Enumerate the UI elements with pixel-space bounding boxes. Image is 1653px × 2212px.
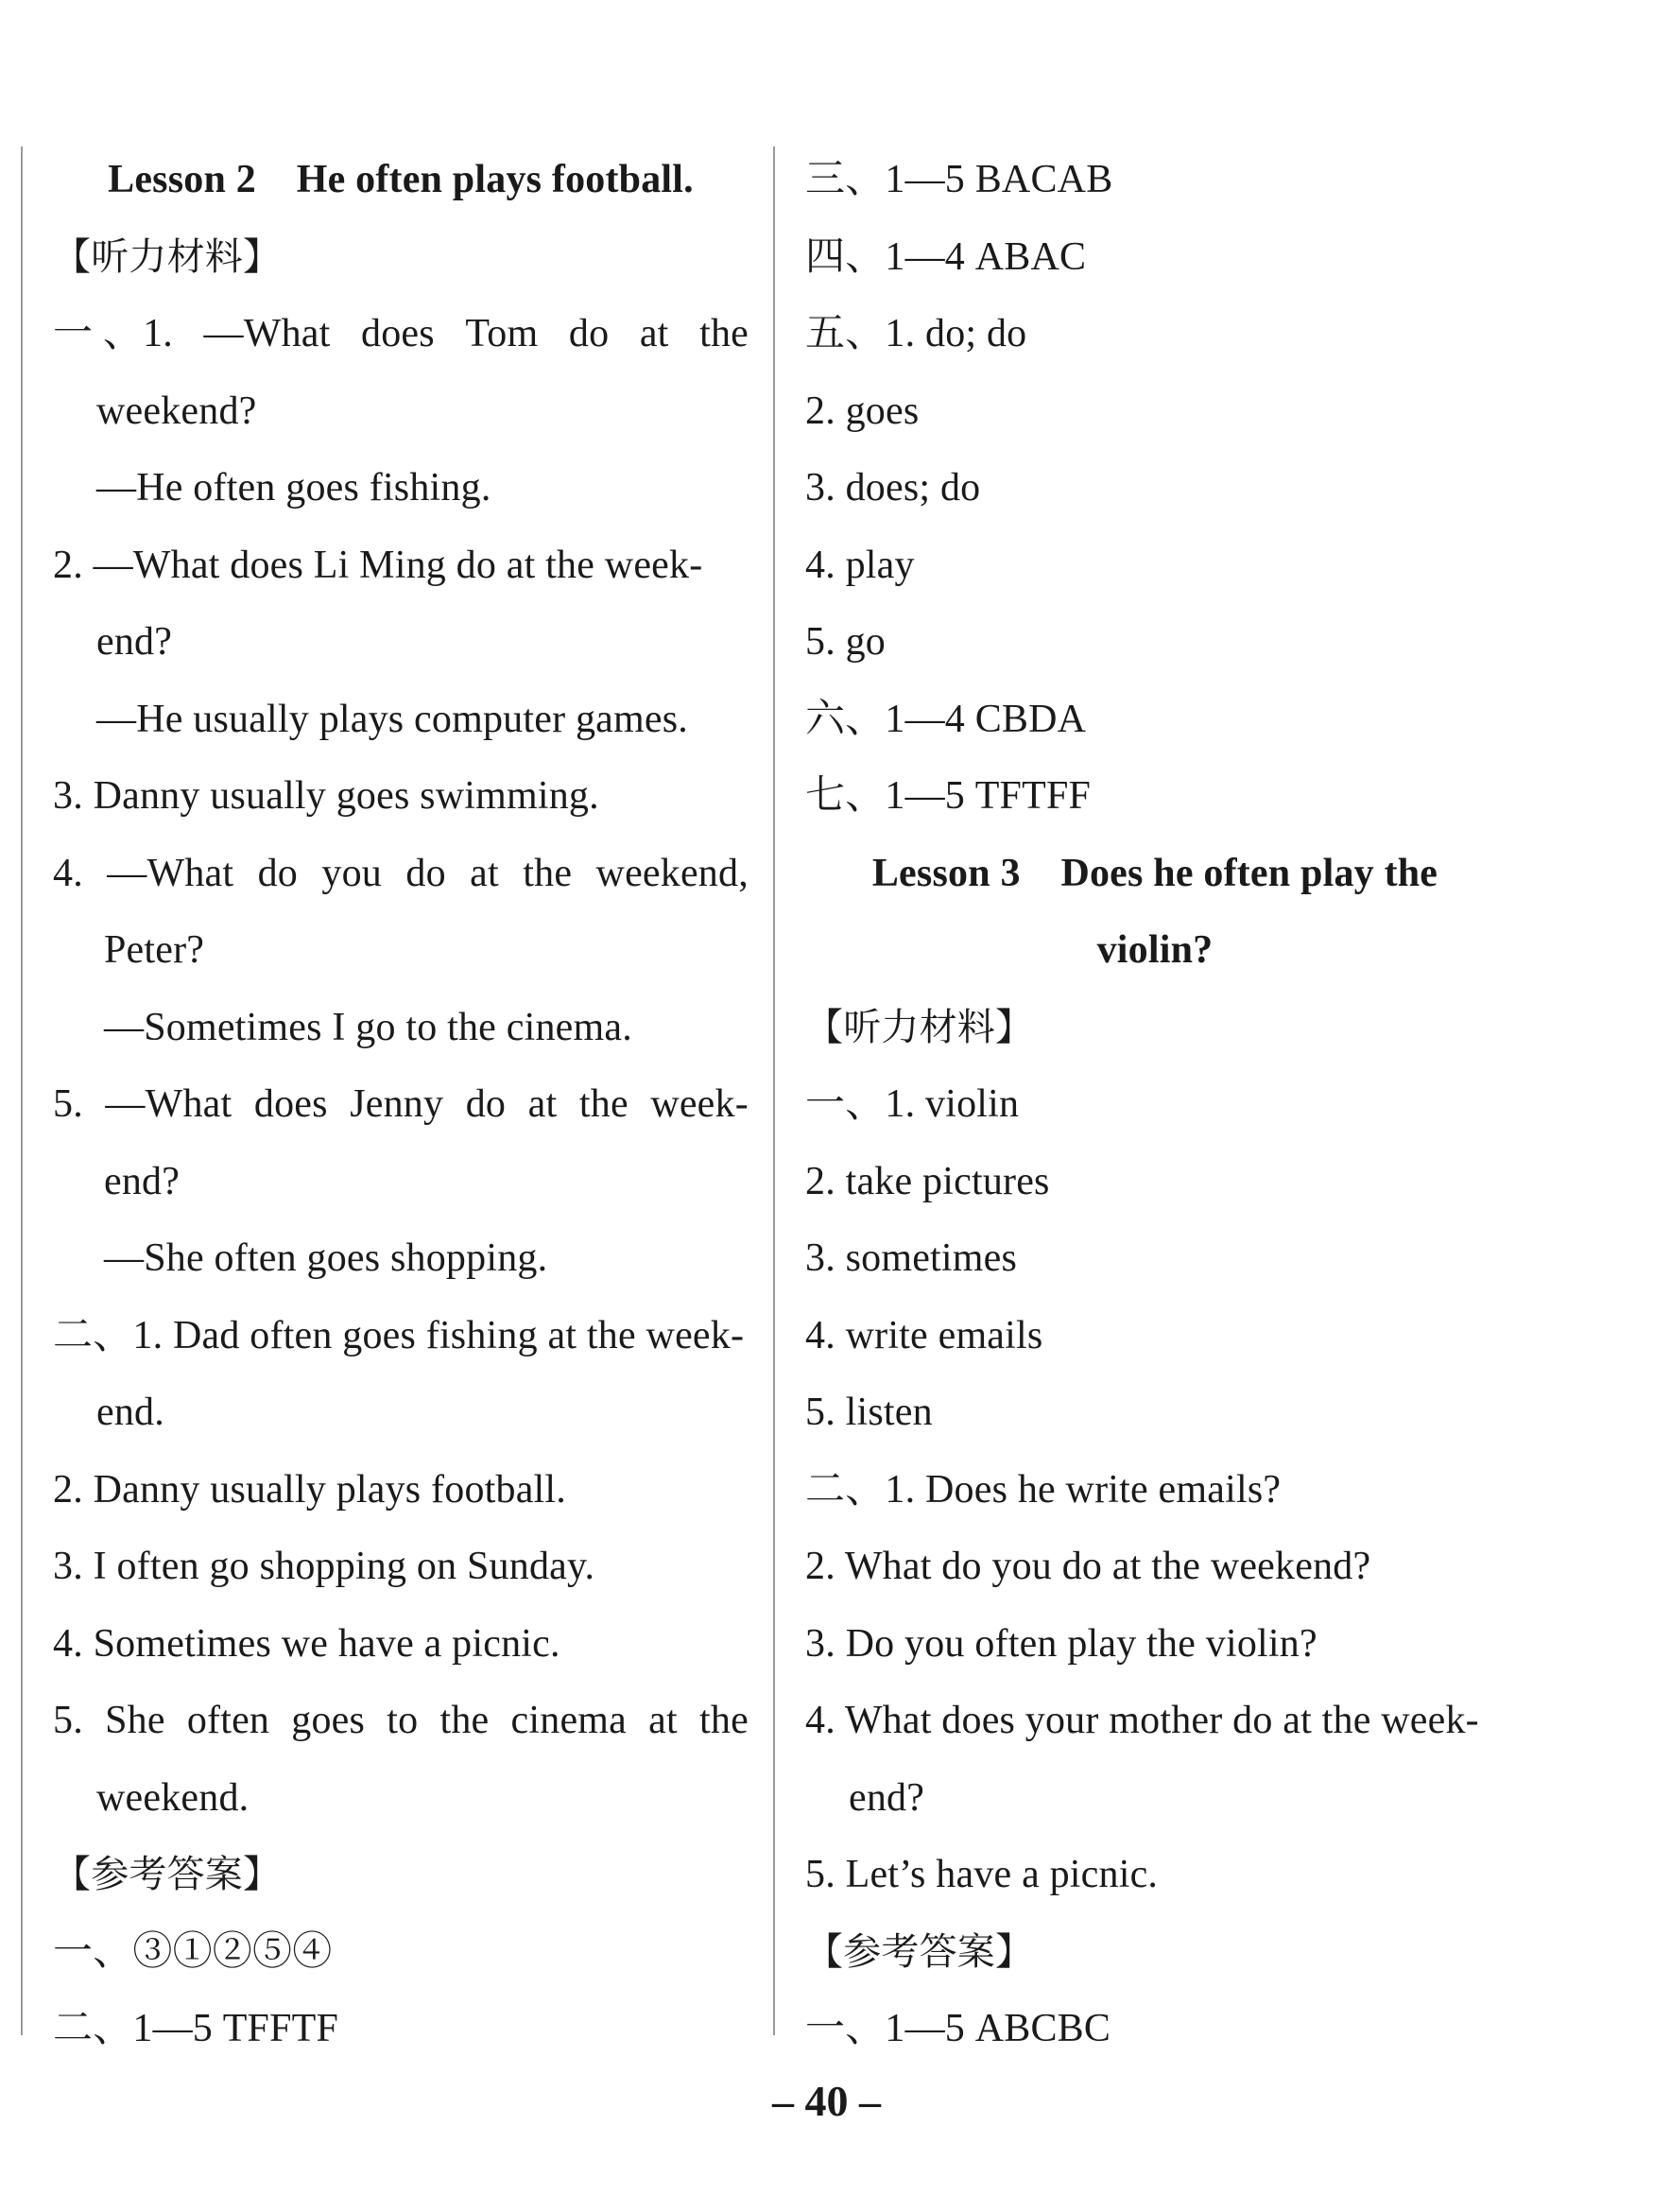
column-divider <box>773 147 775 2035</box>
part1-q1-cont: weekend? <box>96 389 257 433</box>
left-column <box>53 142 749 2068</box>
word: the <box>699 1699 749 1742</box>
word: often <box>186 1699 270 1742</box>
part2-q5 <box>53 1683 749 1760</box>
part1-q2-cont: end? <box>96 620 173 664</box>
r-part2-q1: 二、1. Does he write emails? <box>805 1467 1282 1512</box>
word: do <box>465 1082 507 1126</box>
r-part2-q4: 4. What does your mother do at the week- <box>805 1699 1479 1742</box>
part1-q5-answer: —She often goes shopping. <box>104 1236 548 1280</box>
part1-q4 <box>53 836 749 913</box>
word: to <box>387 1699 419 1742</box>
lesson2-title: Lesson 2 He often plays football. <box>108 158 694 201</box>
part2-q3: 3. I often go shopping on Sunday. <box>53 1545 595 1588</box>
word: do <box>405 851 446 895</box>
answer-5-5: 5. go <box>805 620 886 664</box>
lesson3-title-cont: violin? <box>1096 928 1214 972</box>
part2-q1: 二、1. Dad often goes fishing at the week- <box>53 1313 745 1357</box>
r-part2-q5: 5. Let’s have a picnic. <box>805 1853 1159 1896</box>
part2-q2: 2. Danny usually plays football. <box>53 1467 566 1512</box>
part1-q2: 2. —What does Li Ming do at the week- <box>53 543 703 587</box>
part2-q4: 4. Sometimes we have a picnic. <box>53 1621 560 1666</box>
part2-q5-cont: weekend. <box>96 1775 250 1820</box>
part1-q1 <box>53 296 749 373</box>
r-part2-q4-cont: end? <box>849 1775 925 1820</box>
answer-5-3: 3. does; do <box>805 466 981 510</box>
word: the <box>699 312 749 355</box>
word: the <box>523 851 573 895</box>
answer-3: 三、1—5 BACAB <box>805 158 1113 201</box>
answer-4: 四、1—4 ABAC <box>805 234 1087 279</box>
part1-q4-cont: Peter? <box>104 928 205 972</box>
word: Tom <box>465 312 539 355</box>
answer-2: 二、1—5 TFFTF <box>53 2007 339 2050</box>
word: goes <box>291 1699 366 1742</box>
part1-q1-answer: —He often goes fishing. <box>96 466 491 510</box>
answer-1: 一、③①②⑤④ <box>53 1929 333 1974</box>
r-part1-q4: 4. write emails <box>805 1313 1043 1357</box>
answer-6: 六、1—4 CBDA <box>805 697 1087 741</box>
word: She <box>105 1699 165 1742</box>
answers-header: 【参考答案】 <box>53 1853 282 1896</box>
part1-q3: 3. Danny usually goes swimming. <box>53 774 599 818</box>
word: does <box>361 312 435 355</box>
r-part1-q3: 3. sometimes <box>805 1236 1018 1280</box>
word: the <box>578 1082 628 1126</box>
listening-header-2: 【听力材料】 <box>805 1005 1034 1049</box>
word: —What <box>105 1082 232 1126</box>
part2-q1-cont: end. <box>96 1391 164 1434</box>
word: week- <box>650 1082 749 1126</box>
word: 4. <box>53 851 83 895</box>
word: Jenny <box>350 1082 444 1126</box>
word: do <box>568 312 610 355</box>
part1-q4-answer: —Sometimes I go to the cinema. <box>104 1005 632 1049</box>
word: the <box>439 1699 490 1742</box>
r-part1-q2: 2. take pictures <box>805 1159 1050 1203</box>
r-part1-q1: 一、1. violin <box>805 1082 1020 1126</box>
answer-5-2: 2. goes <box>805 389 920 433</box>
word: at <box>648 1699 678 1742</box>
r-answer-1: 一、1—5 ABCBC <box>805 2007 1111 2050</box>
word: at <box>639 312 669 355</box>
part1-q5 <box>53 1066 749 1144</box>
word: at <box>470 851 499 895</box>
part1-q5-cont: end? <box>104 1159 181 1203</box>
left-margin-rule <box>21 147 23 2035</box>
part1-q2-answer: —He usually plays computer games. <box>96 697 688 741</box>
r-part2-q2: 2. What do you do at the weekend? <box>805 1545 1371 1588</box>
word: do <box>257 851 299 895</box>
lesson3-title: Lesson 3 Does he often play the <box>871 851 1438 895</box>
answer-5-1: 五、1. do; do <box>805 312 1027 355</box>
word: cinema <box>510 1699 628 1742</box>
word: 一 、1. <box>53 312 174 355</box>
word: —What <box>107 851 234 895</box>
listening-header: 【听力材料】 <box>53 234 282 279</box>
page-number: – 40 – <box>772 2077 881 2125</box>
word: you <box>321 851 382 895</box>
answer-7: 七、1—5 TFTFF <box>805 774 1092 818</box>
word: —What <box>203 312 331 355</box>
word: does <box>253 1082 328 1126</box>
r-part2-q3: 3. Do you often play the violin? <box>805 1621 1317 1666</box>
right-column <box>805 142 1505 2068</box>
answer-5-4: 4. play <box>805 543 915 587</box>
answers-header-2: 【参考答案】 <box>805 1929 1034 1974</box>
word: 5. <box>53 1082 83 1126</box>
word: weekend, <box>595 851 749 895</box>
r-part1-q5: 5. listen <box>805 1391 933 1434</box>
word: at <box>527 1082 558 1126</box>
word: 5. <box>53 1699 83 1742</box>
